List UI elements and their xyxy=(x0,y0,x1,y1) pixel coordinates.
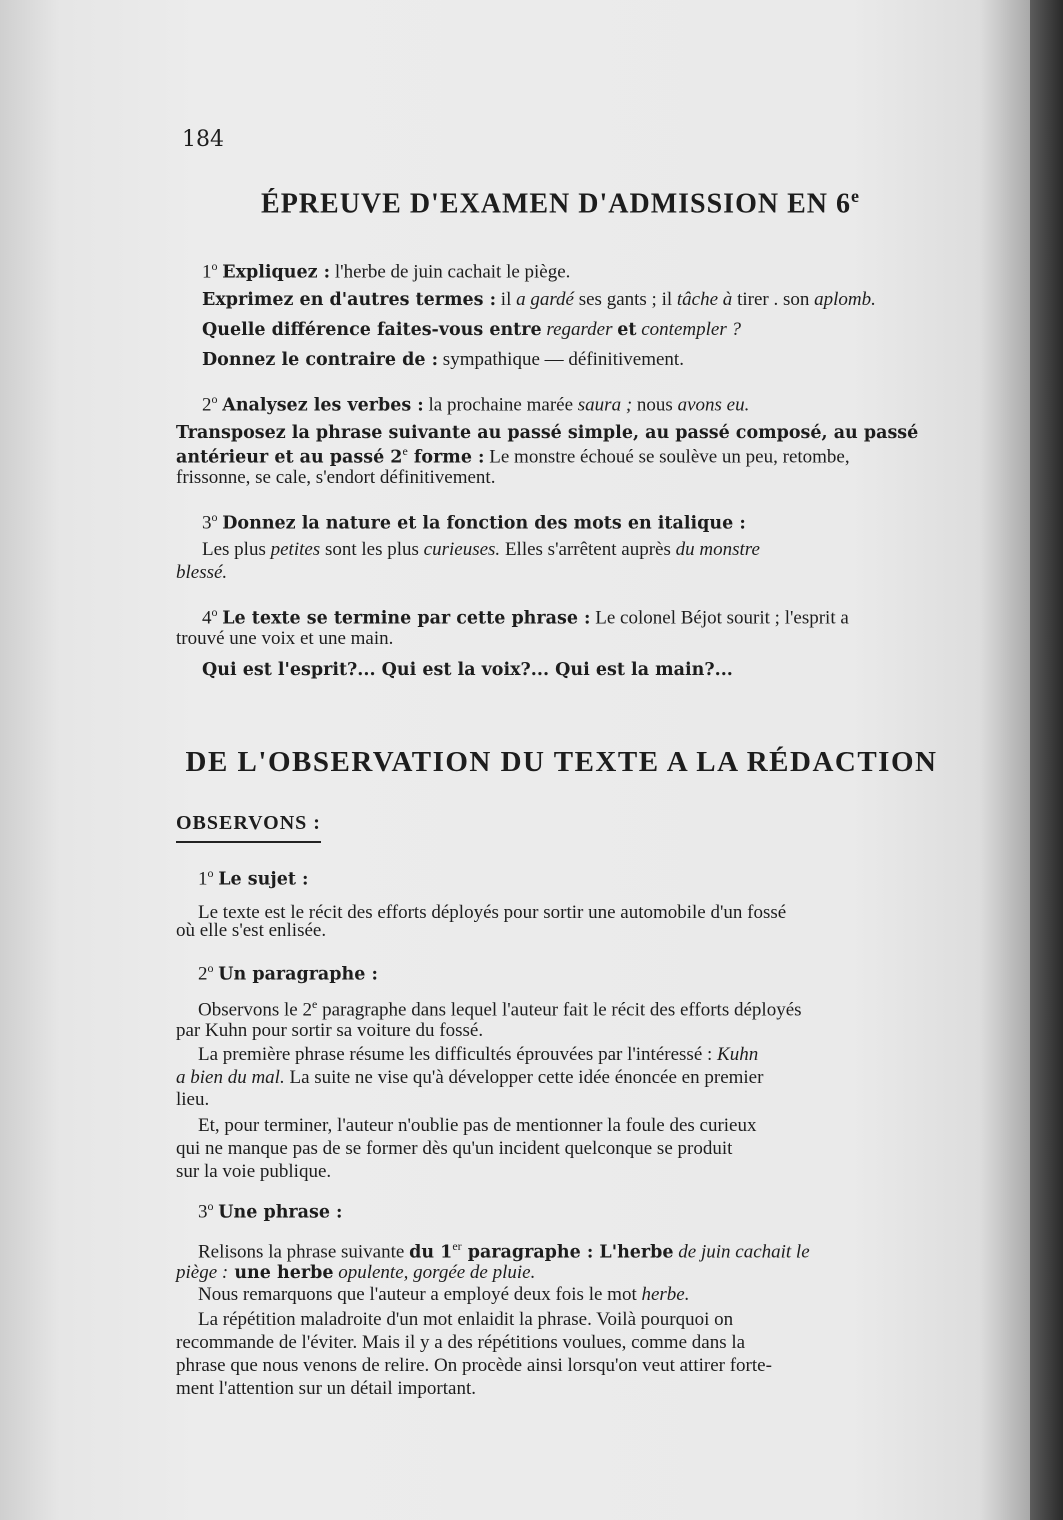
q3-l2-c: sont les plus xyxy=(320,539,424,560)
s3-l3-a: Nous remarquons que l'auteur a employé deux fois le mot xyxy=(198,1284,642,1305)
q2-line-4: frissonne, se cale, s'endort définitivement. xyxy=(176,467,496,488)
q3-l2-d: curieuses. xyxy=(423,539,501,560)
s2-l3-a: La première phrase résume les difficultés éprouvées par l'intéressé : xyxy=(198,1044,718,1065)
q3-label: Donnez la nature et la fonction des mots en italique : xyxy=(222,513,746,534)
s2-line-7: qui ne manque pas de se former dès qu'un incident quelconque se produit xyxy=(176,1138,733,1159)
s3-line-4: La répétition maladroite d'un mot enlaidit la phrase. Voilà pourquoi on xyxy=(198,1309,734,1330)
s2-l1-sup: e xyxy=(311,997,318,1011)
s3-l1-a: Relisons la phrase suivante xyxy=(198,1241,410,1263)
q4-l3: Qui est l'esprit?... Qui est la voix?... Qui est la main?... xyxy=(202,660,733,680)
s3-l1-b: du 1 xyxy=(409,1242,453,1263)
q2-number: 2 xyxy=(202,394,212,416)
s3-l1-d: L'herbe xyxy=(593,1242,674,1263)
q3-l2-b: petites xyxy=(270,539,321,560)
q2-l3-sup: e xyxy=(402,444,408,458)
book-gutter-shadow xyxy=(1030,0,1063,1520)
s2-line-3 xyxy=(198,1045,758,1064)
s3-line-2 xyxy=(176,1263,535,1283)
exam-title xyxy=(0,186,1030,220)
q3-number: 3 xyxy=(202,512,212,534)
q1-line-2 xyxy=(202,290,876,310)
q3-line-2 xyxy=(202,540,760,559)
q1-line-3 xyxy=(202,320,741,340)
observons-heading: OBSERVONS : xyxy=(176,812,321,843)
q4-line-3 xyxy=(202,660,733,680)
q1-line-4 xyxy=(202,350,684,370)
q1-l2-label: Exprimez en d'autres termes : xyxy=(202,290,497,310)
q1-l2-d: tâche à xyxy=(676,289,733,310)
q1-l4-text: sympathique — définitivement. xyxy=(438,349,684,370)
s3-line-6: phrase que nous venons de relire. On procède ainsi lorsqu'on veut attirer forte- xyxy=(176,1355,772,1376)
ordinal-mark: o xyxy=(211,392,218,406)
page-number: 184 xyxy=(182,127,224,152)
q4-line-1 xyxy=(202,606,849,628)
s2-line-5: lieu. xyxy=(176,1089,210,1110)
s2-line-6: Et, pour terminer, l'auteur n'oublie pas de mentionner la foule des curieux xyxy=(198,1115,757,1136)
s3-l2-c: opulente, gorgée de pluie. xyxy=(333,1262,536,1283)
s2-l1-b: paragraphe dans lequel l'auteur fait le récit des efforts déployés xyxy=(317,999,802,1021)
s1-number: 1 xyxy=(198,868,208,890)
s3-line-3 xyxy=(198,1285,690,1304)
exam-title-text: ÉPREUVE D'EXAMEN D'ADMISSION EN 6 xyxy=(261,188,851,220)
q2-line-1 xyxy=(202,393,749,415)
ordinal-mark: o xyxy=(207,1199,214,1213)
s3-line-5: recommande de l'éviter. Mais il y a des répétitions voulues, comme dans la xyxy=(176,1332,746,1353)
q1-l2-b: a gardé xyxy=(516,289,574,310)
s3-l1-sup: er xyxy=(452,1239,462,1253)
s3-number: 3 xyxy=(198,1201,208,1223)
q4-label: Le texte se termine par cette phrase : xyxy=(222,608,591,629)
q1-label: Expliquez : xyxy=(222,262,331,283)
q1-number: 1 xyxy=(202,261,212,283)
s2-line-8: sur la voie publique. xyxy=(176,1161,332,1182)
s3-line-7: ment l'attention sur un détail important. xyxy=(176,1378,476,1399)
q1-l2-a: il xyxy=(496,289,517,310)
ordinal-mark: o xyxy=(211,510,218,524)
ordinal-mark: o xyxy=(211,605,218,619)
q2-line-2 xyxy=(176,423,918,443)
q1-l2-f: aplomb. xyxy=(814,289,876,310)
q4-text: Le colonel Béjot sourit ; l'esprit a xyxy=(590,607,849,629)
ordinal-mark: o xyxy=(207,866,214,880)
s2-line-1 xyxy=(198,998,802,1019)
q2-label: Analysez les verbes : xyxy=(222,395,424,416)
q3-l2-e: Elles s'arrêtent auprès xyxy=(500,539,676,560)
q2-text2: nous xyxy=(632,394,678,416)
q4-number: 4 xyxy=(202,607,212,629)
q2-l3-text: Le monstre échoué se soulève un peu, retombe, xyxy=(484,446,850,468)
q4-line-2: trouvé une voix et une main. xyxy=(176,628,394,649)
q3-l2-f: du monstre xyxy=(675,539,760,560)
q1-l3-and: et xyxy=(617,320,637,340)
q3-l2-a: Les plus xyxy=(202,539,271,560)
q2-l2: Transposez la phrase suivante au passé simple, au passé composé, au passé xyxy=(176,423,919,443)
s1-label: Le sujet : xyxy=(218,869,309,890)
q2-l3-label: antérieur et au passé 2 xyxy=(176,447,403,468)
q1-l3-b: contempler ? xyxy=(641,319,741,340)
s3-line-1 xyxy=(198,1240,810,1262)
s2-number: 2 xyxy=(198,963,208,985)
q1-l4-label: Donnez le contraire de : xyxy=(202,350,439,370)
s1-line-2: où elle s'est enlisée. xyxy=(176,920,327,941)
s2-label: Un paragraphe : xyxy=(218,964,378,985)
s3-label: Une phrase : xyxy=(218,1202,343,1223)
s1-line-1: Le texte est le récit des efforts déployés pour sortir une automobile d'un fossé xyxy=(198,902,787,923)
q2-line-3 xyxy=(176,445,850,467)
q1-l2-c: ses gants ; il xyxy=(573,289,677,310)
q1-l3-a: regarder xyxy=(546,319,613,340)
q1-l3-label: Quelle différence faites-vous entre xyxy=(202,320,542,340)
q2-text: la prochaine marée xyxy=(423,394,578,416)
s3-l2-a: piège : xyxy=(176,1262,229,1283)
q3-l3: blessé. xyxy=(176,562,228,583)
exam-title-sup: e xyxy=(850,186,860,206)
s2-l1-a: Observons le 2 xyxy=(198,999,312,1021)
q1-l2-e: tirer . son xyxy=(732,289,815,310)
q2-v1: saura ; xyxy=(577,394,633,416)
s2-line-4 xyxy=(176,1068,763,1087)
ordinal-mark: o xyxy=(211,259,218,273)
s3-heading xyxy=(198,1200,343,1222)
s3-l2-b: une herbe xyxy=(228,1263,334,1283)
s2-l4-a: a bien du mal. xyxy=(176,1067,285,1088)
ordinal-mark: o xyxy=(207,961,214,975)
s3-l1-c: paragraphe : xyxy=(461,1242,594,1263)
s2-line-2: par Kuhn pour sortir sa voiture du fossé. xyxy=(176,1020,484,1041)
s2-l3-b: Kuhn xyxy=(717,1044,759,1065)
s2-l4-b: La suite ne vise qu'à développer cette idée énoncée en premier xyxy=(284,1067,764,1088)
s1-heading xyxy=(198,867,308,889)
observation-title: DE L'OBSERVATION DU TEXTE A LA RÉDACTION xyxy=(185,746,938,778)
q3-line-1 xyxy=(202,511,746,533)
q1-line-1 xyxy=(202,260,570,282)
q3-line-3 xyxy=(176,563,227,582)
q2-v2: avons eu. xyxy=(677,394,750,416)
q2-l3-label2: forme : xyxy=(407,447,485,468)
s3-l3-b: herbe. xyxy=(641,1284,690,1305)
s3-l1-e: de juin cachait le xyxy=(673,1241,810,1263)
q1-text: l'herbe de juin cachait le piège. xyxy=(330,261,571,283)
s2-heading xyxy=(198,962,378,984)
